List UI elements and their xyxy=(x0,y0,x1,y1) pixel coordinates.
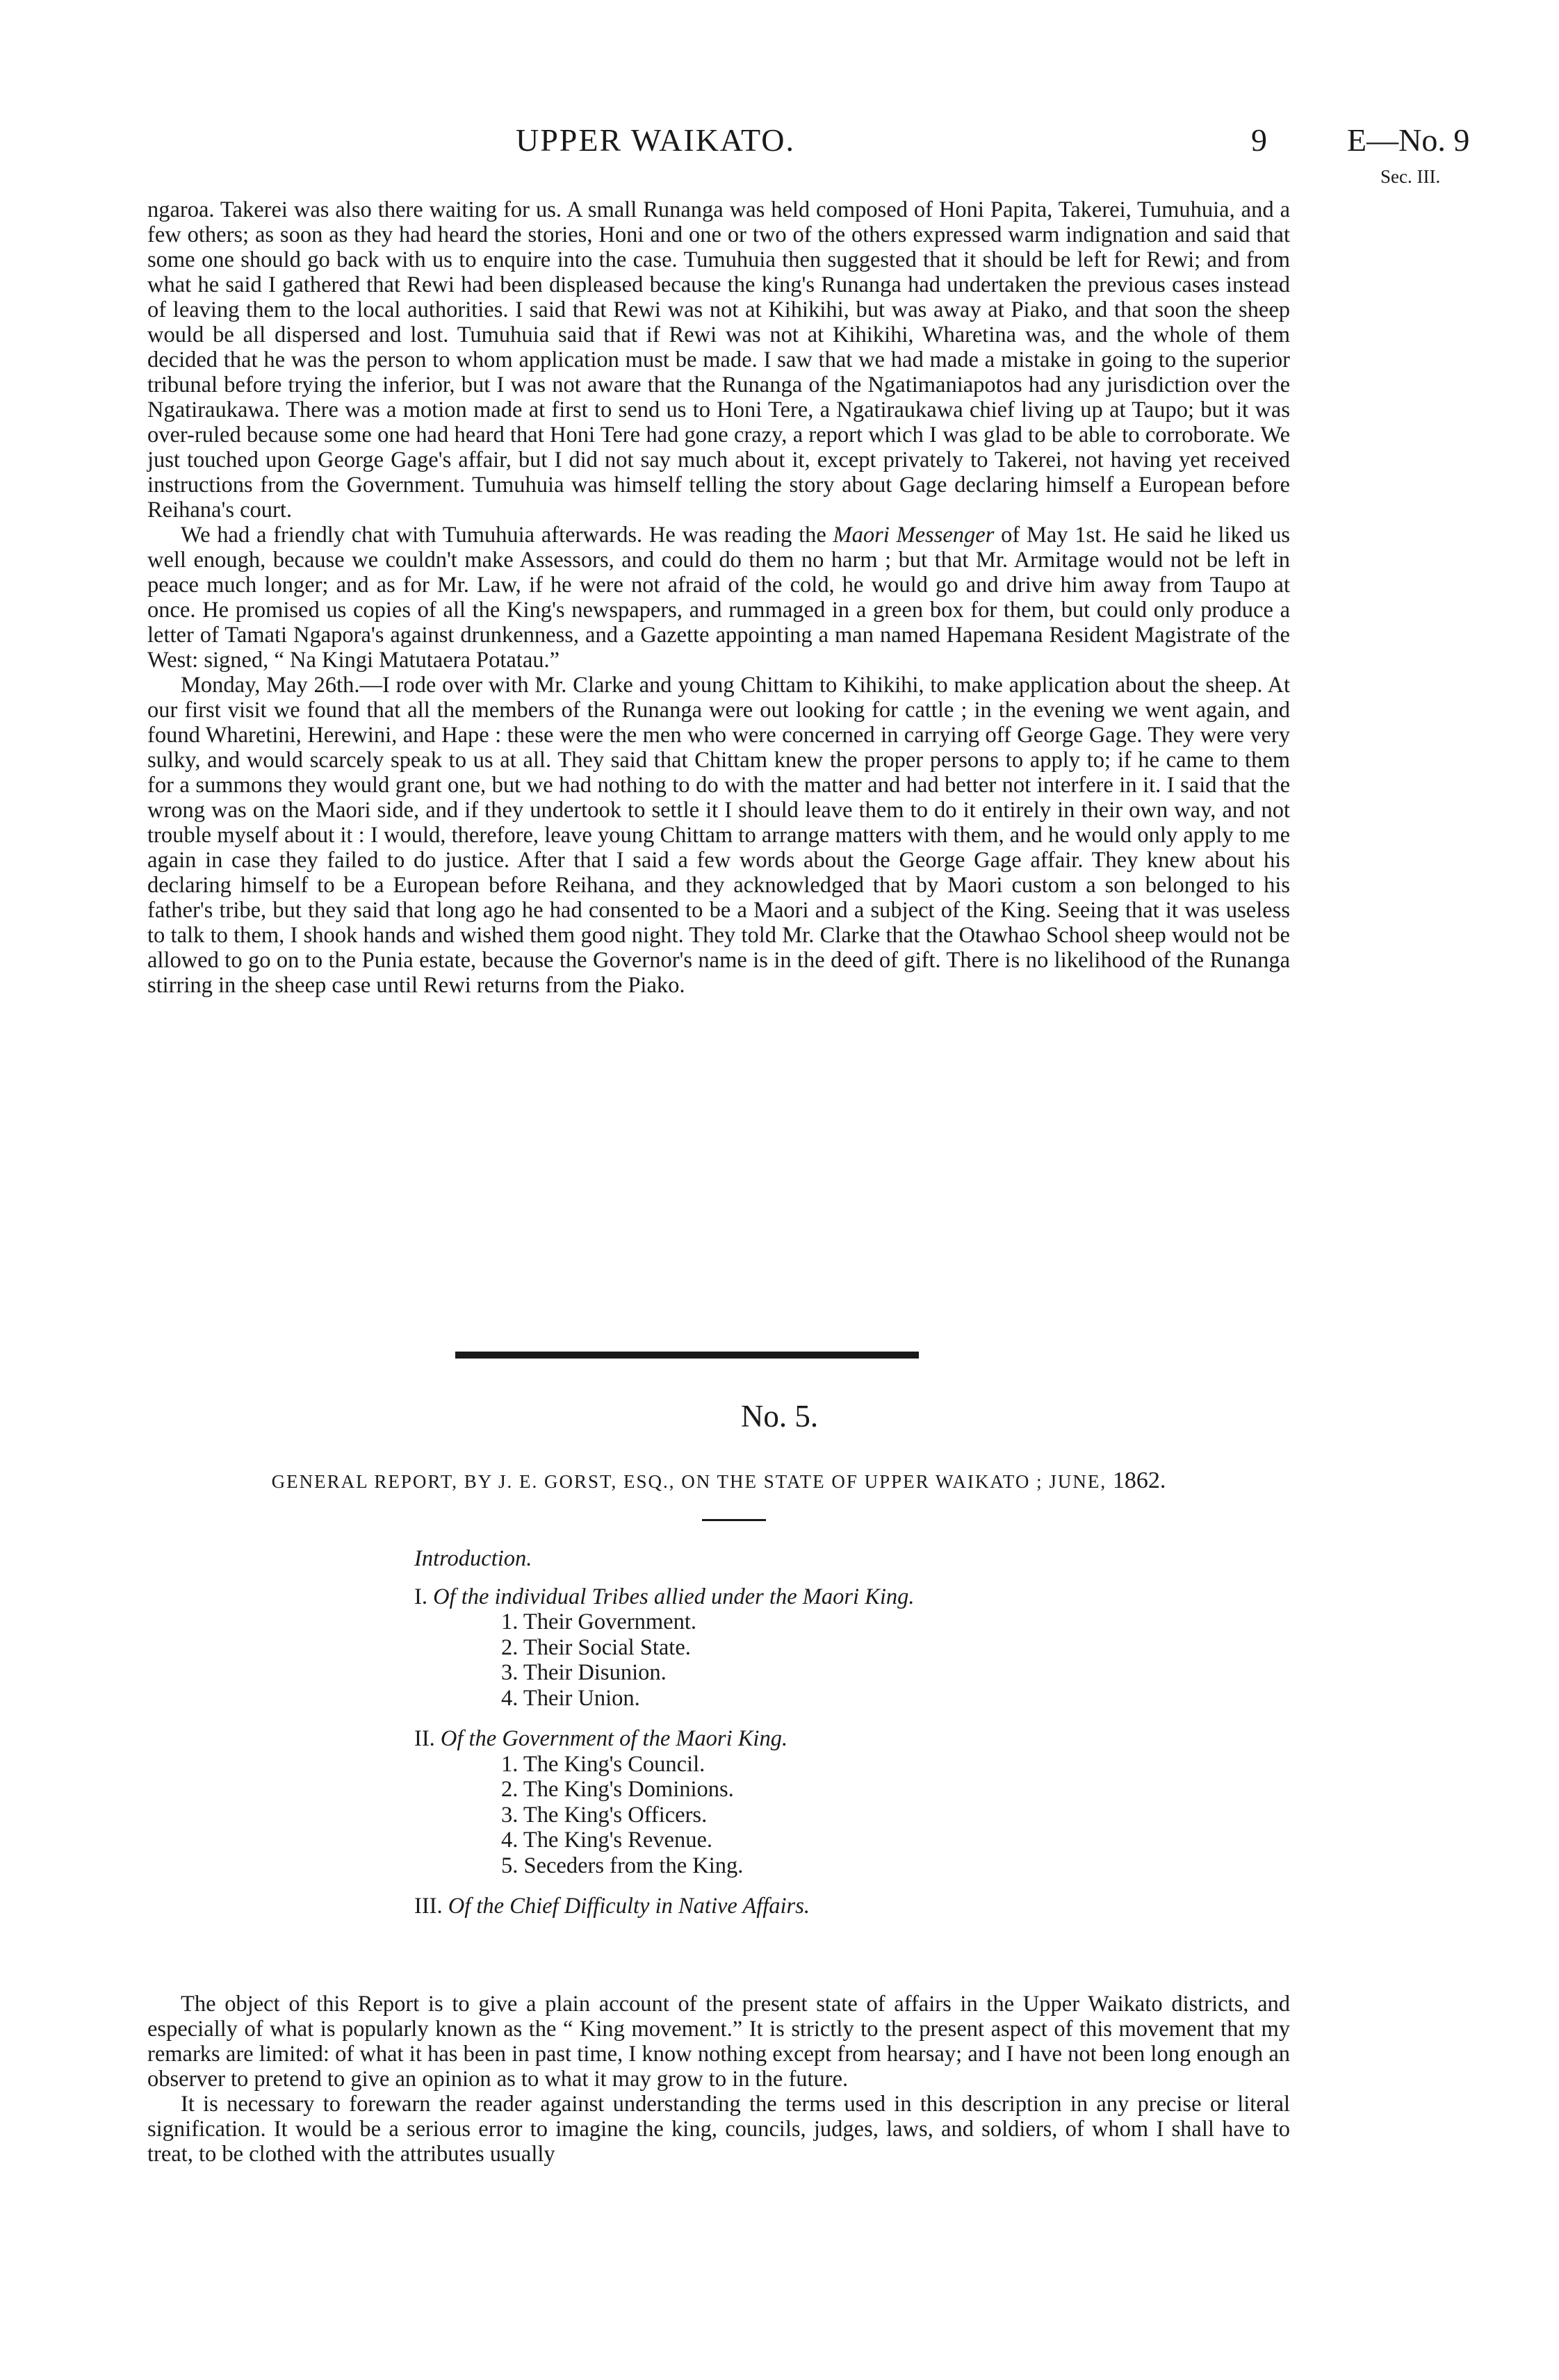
document-reference: E—No. 9 xyxy=(1347,122,1470,158)
paragraph-text-rest: of May 1st. He said he liked us well enough, because we couldn't make Assessors, and could do them no harm ; but that Mr. Armitage would not be left in peace much longer; and as for Mr. Law, if he were not afraid of the cold, he would go and drive him away from Taupo at once. He promised us copies of all the King's newspapers, and rummaged in a green box for them, but could only produce a letter of Tamati Ngapora's against drunkenness, and a Gazette appointing a man named Hapemana Resident Magistrate of the West: signed, “ Na Kingi Matutaera Potatau.” xyxy=(147,523,1290,673)
toc-item: 1. Their Government. xyxy=(501,1609,696,1634)
body-text-bottom xyxy=(147,1992,1290,2167)
toc-item: 4. Their Union. xyxy=(501,1685,640,1711)
newspaper-title: Maori Messenger xyxy=(833,523,995,548)
toc-part-title: Of the Chief Difficulty in Native Affairs. xyxy=(448,1894,810,1919)
toc-item: 2. Their Social State. xyxy=(501,1634,691,1660)
toc-part-numeral: III. xyxy=(414,1894,443,1919)
toc-item: 3. The King's Officers. xyxy=(501,1802,708,1828)
page-number: 9 xyxy=(1251,122,1267,158)
page-title: UPPER WAIKATO. xyxy=(516,122,796,158)
toc-part xyxy=(414,1726,914,1752)
running-header xyxy=(0,122,1559,187)
paragraph: Monday, May 26th.—I rode over with Mr. Clarke and young Chittam to Kihikihi, to make application about the sheep. At our first visit we found that all the members of the Runanga were out looking for cattle ; in the evening we went again, and found Wharetini, Herewini, and Hape : these were the men who were concerned in carrying off George Gage. They were very sulky, and would scarcely speak to us at all. They said that Chittam knew the proper persons to apply to; if he came to them for a summons they would grant one, but we had nothing to do with the matter and had better not interfere in it. I said that the wrong was on the Maori side, and if they undertook to settle it I should leave them to do it entirely in their own way, and not trouble myself about it : I would, therefore, leave young Chittam to arrange matters with them, and he would only apply to me again in case they failed to do justice. After that I said a few words about the George Gage affair. They knew about his declaring himself to be a European before Reihana, and they acknowledged that by Maori custom a son belonged to his father's tribe, but they said that long ago he had consented to be a Maori and a subject of the King. Seeing that it was useless to talk to them, I shook hands and wished them good night. They told Mr. Clarke that the Otawhao School sheep would not be allowed to go on to the Punia estate, because the Governor's name is in the deed of gift. There is no likelihood of the Runanga stirring in the sheep case until Rewi returns from the Piako. xyxy=(147,673,1290,998)
report-heading-text: GENERAL REPORT, BY J. E. GORST, ESQ., ON THE STATE OF UPPER WAIKATO ; JUNE, xyxy=(271,1471,1107,1492)
section-number: No. 5. xyxy=(740,1399,819,1434)
toc-item: 2. The King's Dominions. xyxy=(501,1777,734,1802)
table-of-contents xyxy=(414,1546,914,1919)
toc-item: 4. The King's Revenue. xyxy=(501,1828,713,1853)
report-heading xyxy=(147,1468,1290,1494)
toc-part-numeral: I. xyxy=(414,1584,427,1609)
toc-item: 5. Seceders from the King. xyxy=(501,1853,744,1878)
body-text-top xyxy=(147,197,1290,998)
paragraph-text-start: We had a friendly chat with Tumuhuia afterwards. He was reading the xyxy=(181,523,833,548)
toc-part-numeral: II. xyxy=(414,1726,435,1751)
section-divider xyxy=(455,1352,919,1359)
toc-part-title: Of the individual Tribes allied under the Maori King. xyxy=(433,1584,915,1609)
toc-part xyxy=(414,1584,914,1610)
toc-introduction: Introduction. xyxy=(414,1546,532,1571)
paragraph: It is necessary to forewarn the reader against understanding the terms used in this description in any precise or literal signification. It would be a serious error to imagine the king, councils, judges, laws, and soldiers, of whom I shall have to treat, to be clothed with the attributes usually xyxy=(147,2092,1290,2167)
toc-item: 1. The King's Council. xyxy=(501,1751,705,1777)
toc-part xyxy=(414,1894,914,1919)
toc-part-title: Of the Government of the Maori King. xyxy=(440,1726,788,1751)
paragraph xyxy=(147,523,1290,673)
toc-item: 3. Their Disunion. xyxy=(501,1660,667,1685)
report-year: 1862. xyxy=(1112,1468,1166,1493)
paragraph: The object of this Report is to give a plain account of the present state of affairs in the Upper Waikato districts, and especially of what is popularly known as the “ King movement.” It is strictly to the present aspect of this movement that my remarks are limited: of what it has been in past time, I know nothing except from hearsay; and I have not been long enough an observer to pretend to give an opinion as to what it may grow to in the future. xyxy=(147,1992,1290,2092)
paragraph: ngaroa. Takerei was also there waiting for us. A small Runanga was held composed of Honi Papita, Takerei, Tumuhuia, and a few others; as soon as they had heard the stories, Honi and one or two of the others expressed warm indignation and said that some one should go back with us to enquire into the case. Tumuhuia then suggested that it should be left for Rewi; and from what he said I gathered that Rewi had been displeased because the king's Runanga had undertaken the previous cases instead of leaving them to the local authorities. I said that Rewi was not at Kihikihi, but was away at Piako, and that soon the sheep would be all dispersed and lost. Tumuhuia said that if Rewi was not at Kihikihi, Wharetina was, and the whole of them decided that he was the person to whom application must be made. I saw that we had made a mistake in going to the superior tribunal before trying the inferior, but I was not aware that the Runanga of the Ngatimaniapotos had any jurisdiction over the Ngatiraukawa. There was a motion made at first to send us to Honi Tere, a Ngatiraukawa chief living up at Taupo; but it was over-ruled because some one had heard that Honi Tere had gone crazy, a report which I was glad to be able to corroborate. We just touched upon George Gage's affair, but I did not say much about it, except privately to Takerei, not having yet received instructions from the Government. Tumuhuia was himself telling the story about Gage declaring himself a European before Reihana's court. xyxy=(147,197,1290,523)
section-label: Sec. III. xyxy=(1380,166,1441,187)
short-divider xyxy=(702,1519,766,1521)
